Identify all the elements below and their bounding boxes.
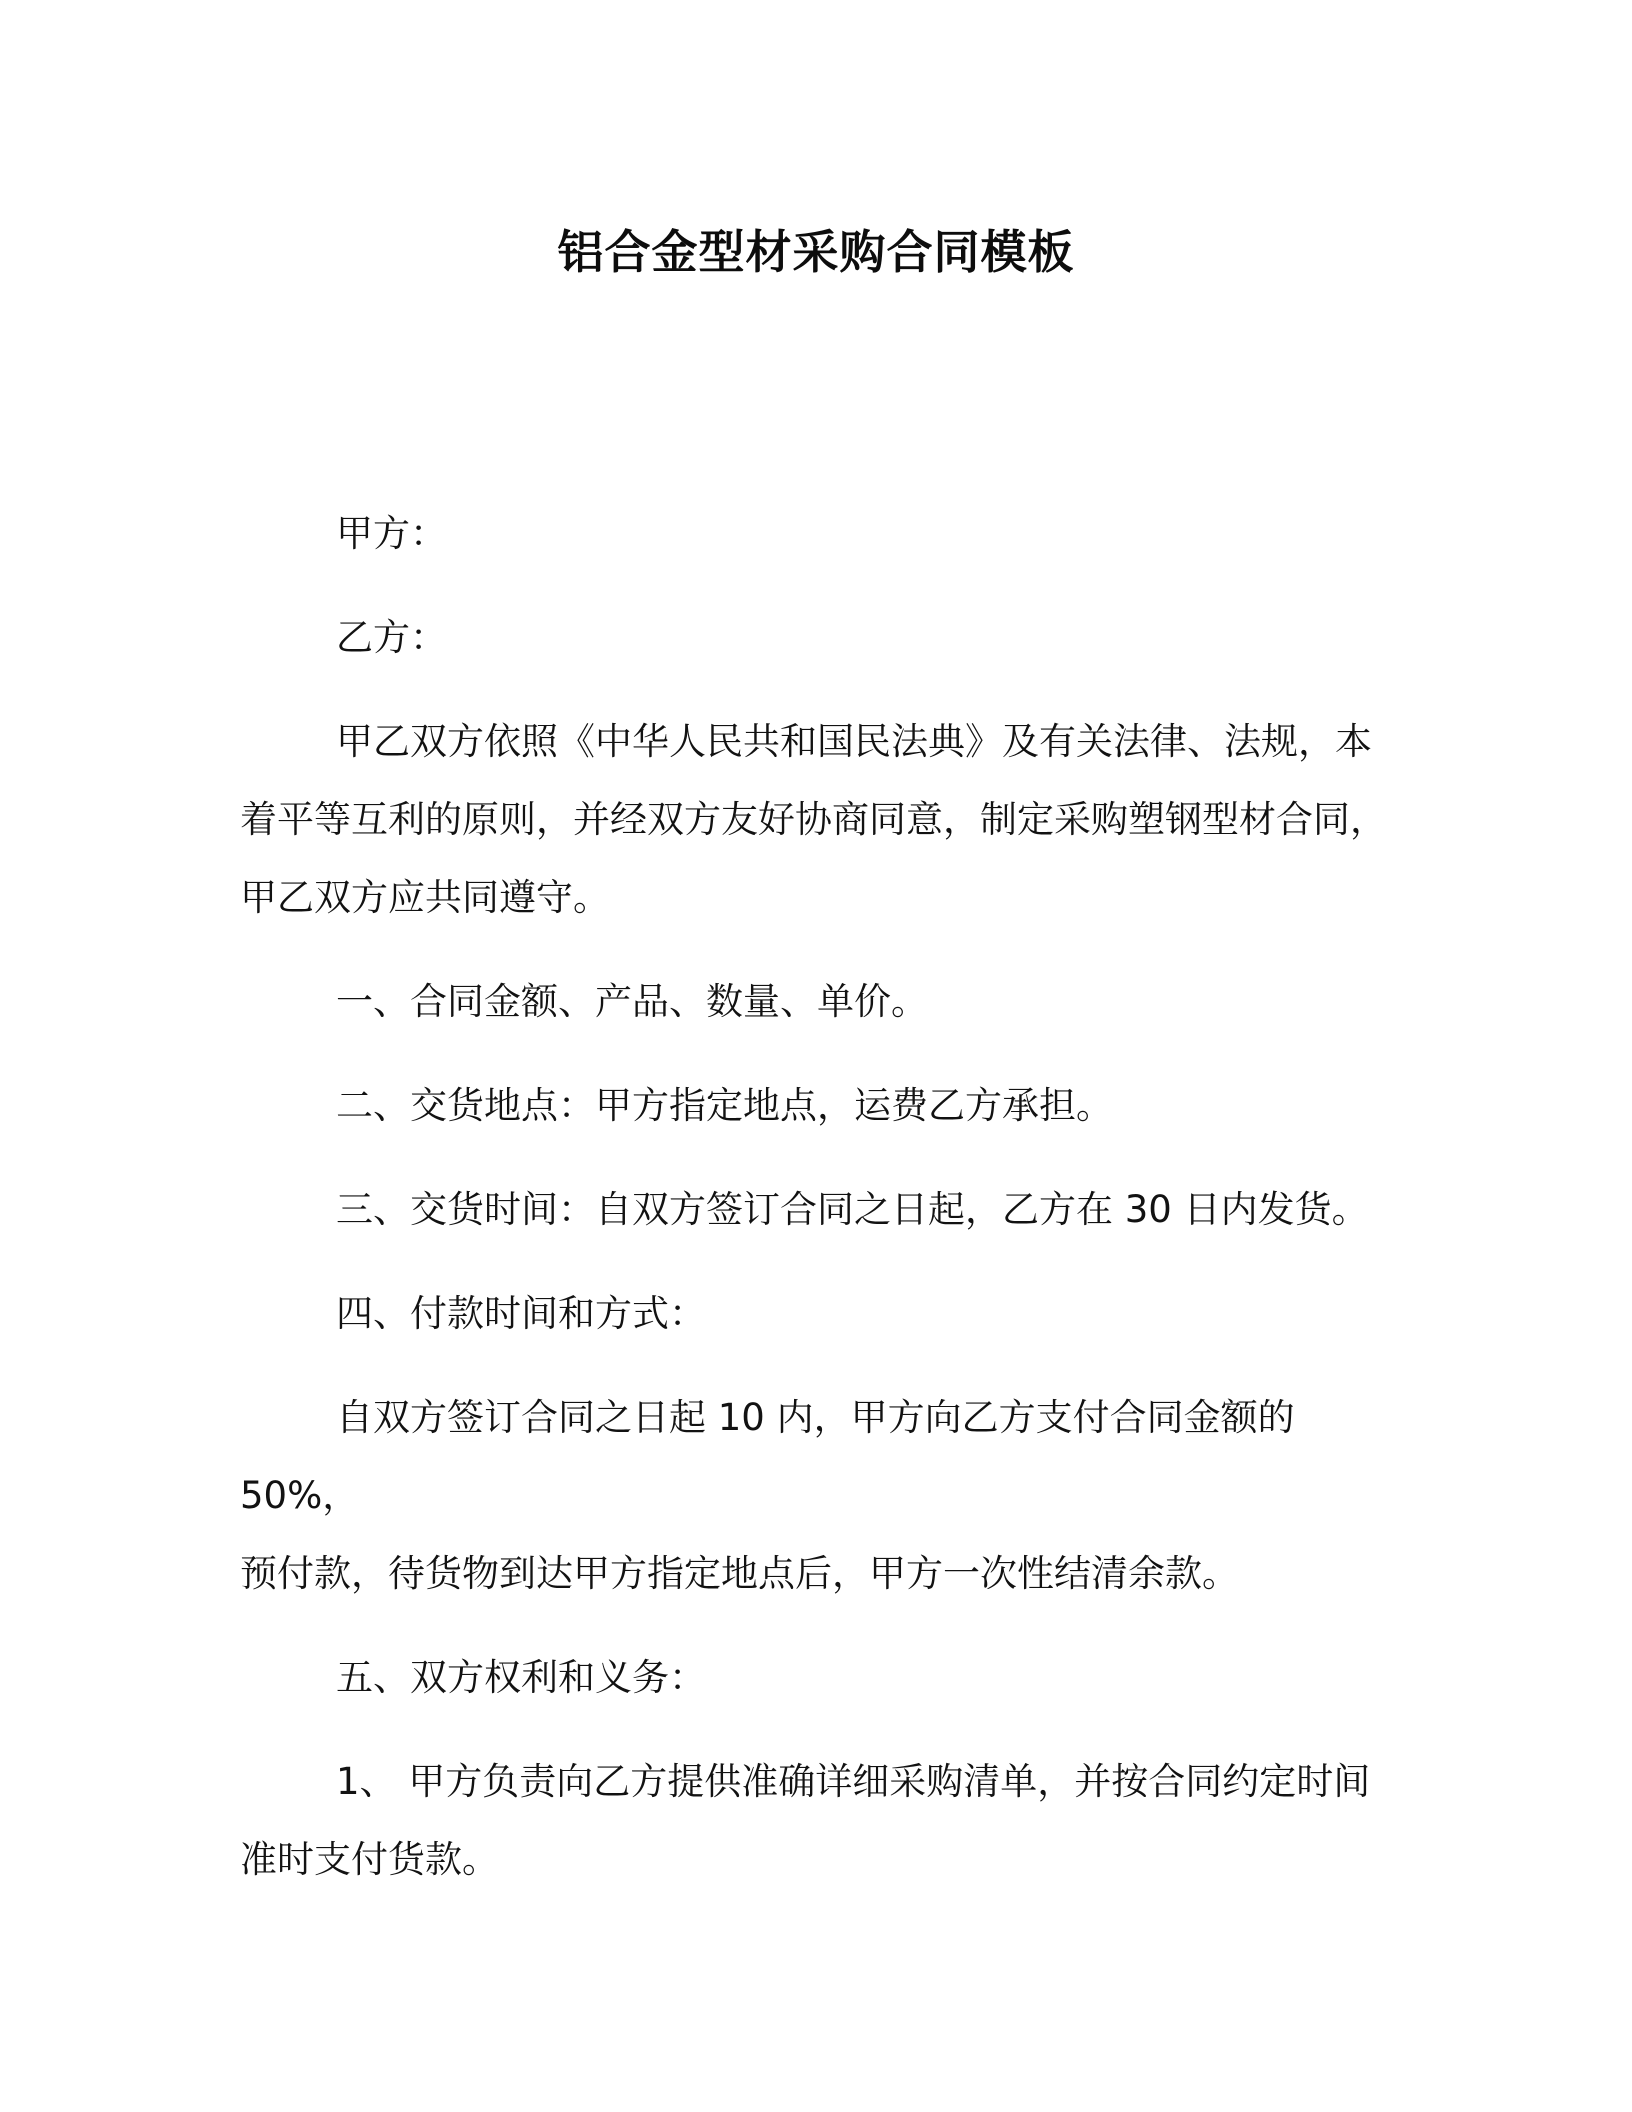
payment-paragraph [240,1379,1390,1613]
intro-line-3: 甲乙双方应共同遵守。 [240,876,610,919]
clause-1: 一、合同金额、产品、数量、单价。 [336,980,928,1023]
payment-line-1: 自双方签订合同之日起 10 内，甲方向乙方支付合同金额的 50%， [240,1396,1295,1517]
intro-line-1: 甲乙双方依照《中华人民共和国民法典》及有关法律、法规，本 [336,720,1372,763]
party-b-line: 乙方： [336,616,447,659]
clause-2: 二、交货地点：甲方指定地点，运费乙方承担。 [336,1084,1113,1127]
duty-1-line-2: 准时支付货款。 [240,1838,499,1881]
clause-3: 三、交货时间：自双方签订合同之日起，乙方在 30 日内发货。 [336,1188,1369,1231]
party-a-line: 甲方： [336,512,447,555]
duty-1-line-1: 1、 甲方负责向乙方提供准确详细采购清单，并按合同约定时间 [336,1760,1371,1803]
clause-5: 五、双方权利和义务： [336,1656,706,1699]
intro-paragraph [240,703,1390,937]
intro-line-2: 着平等互利的原则，并经双方友好协商同意，制定采购塑钢型材合同， [240,798,1387,841]
duty-1-paragraph [240,1743,1390,1899]
document-body [240,495,1390,1899]
payment-line-2: 预付款，待货物到达甲方指定地点后，甲方一次性结清余款。 [240,1552,1239,1595]
document-title: 铝合金型材采购合同模板 [557,225,1075,279]
clause-4: 四、付款时间和方式： [336,1292,706,1335]
